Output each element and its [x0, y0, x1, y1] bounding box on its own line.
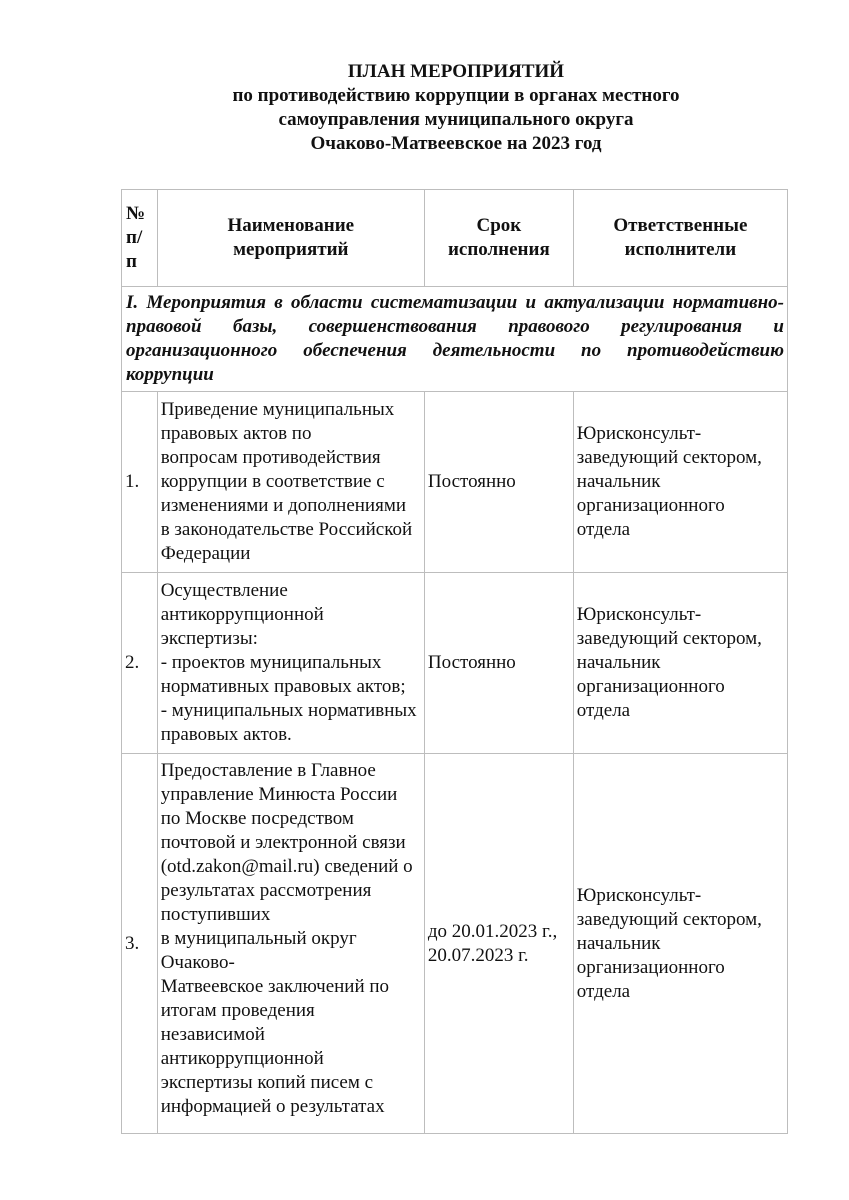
row-term: до 20.01.2023 г., 20.07.2023 г. [424, 754, 573, 1134]
row-responsible: Юрисконсульт- заведующий сектором, начальник организационного отдела [573, 573, 787, 754]
row-responsible: Юрисконсульт- заведующий сектором, начальник организационного отдела [573, 392, 787, 573]
row-term: Постоянно [424, 392, 573, 573]
section-heading: I. Мероприятия в области систематизации и актуализации нормативно-правовой базы, совершенствования правового регулирования и организационного обеспечения деятельности по противодействию коррупции [122, 287, 788, 392]
document-subtitle-line-1: по противодействию коррупции в органах местного [232, 85, 680, 106]
document-subtitle-line-3: Очаково-Матвеевское на 2023 год [310, 133, 602, 154]
row-name: Предоставление в Главное управление Минюста России по Москве посредством почтовой и электронной связи (otd.zakon@mail.ru) сведений о результатах рассмотрения поступивших в муниципальный округ Очаково- Матвеевское заключений по итогам проведения независимой антикоррупционной экспертизы копий писем с информацией о результатах [157, 754, 424, 1134]
section-heading-row [122, 287, 788, 392]
table-row [122, 754, 788, 1134]
table-header-row [122, 190, 788, 287]
row-name: Приведение муниципальных правовых актов по вопросам противодействия коррупции в соответствие с изменениями и дополнениями в законодательстве Российской Федерации [157, 392, 424, 573]
column-header-responsible: Ответственные исполнители [573, 190, 787, 287]
column-header-name: Наименование мероприятий [157, 190, 424, 287]
row-number: 2. [122, 573, 158, 754]
document-subtitle-line-2: самоуправления муниципального округа [278, 109, 634, 130]
column-header-term: Срок исполнения [424, 190, 573, 287]
row-name: Осуществление антикоррупционной экспертизы: - проектов муниципальных нормативных правовых актов; - муниципальных нормативных правовых актов. [157, 573, 424, 754]
row-number: 1. [122, 392, 158, 573]
document-header [0, 60, 849, 156]
table-row [122, 573, 788, 754]
row-responsible: Юрисконсульт- заведующий сектором, начальник организационного отдела [573, 754, 787, 1134]
events-table [121, 189, 788, 1134]
column-header-number: № п/ п [122, 190, 158, 287]
row-number: 3. [122, 754, 158, 1134]
row-term: Постоянно [424, 573, 573, 754]
document-title: ПЛАН МЕРОПРИЯТИЙ [347, 61, 565, 82]
table-row [122, 392, 788, 573]
